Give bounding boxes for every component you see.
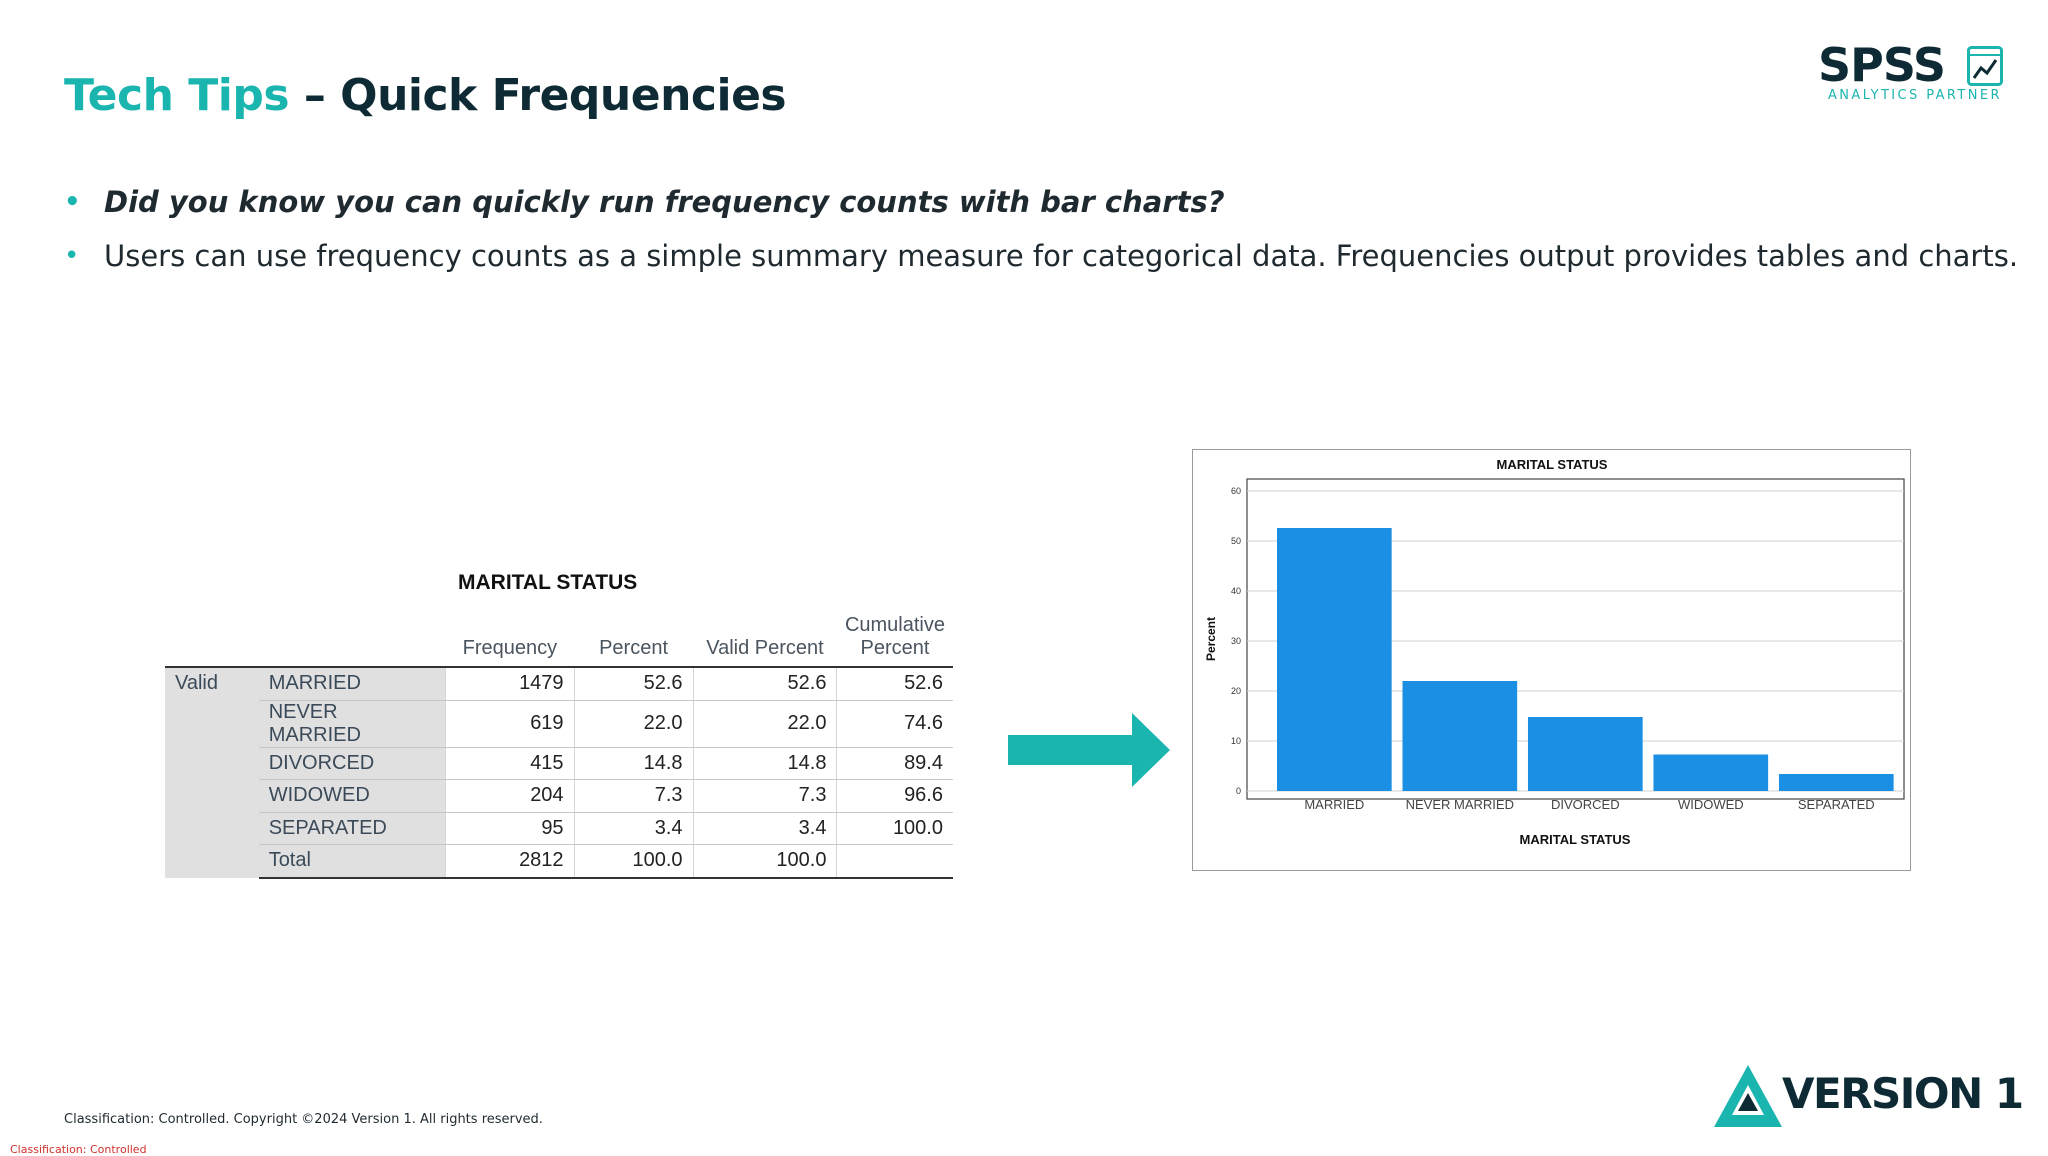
row-group-label: Valid [165, 667, 259, 878]
cell-percent: 100.0 [574, 845, 693, 878]
y-tick-label: 10 [1230, 736, 1241, 746]
table-header-cumulative-percent: Cumulative Percent [844, 614, 945, 659]
cell-cumulative-percent [837, 845, 953, 878]
bar [1779, 774, 1894, 791]
bar [1402, 681, 1517, 791]
spss-logo [1818, 40, 2004, 102]
cell-frequency: 1479 [446, 667, 574, 700]
table-row [165, 812, 953, 845]
bullet-question: • Did you know you can quickly run frequency counts with bar charts? [64, 182, 2014, 222]
row-label: WIDOWED [259, 780, 446, 813]
version1-logo [1712, 1063, 2023, 1129]
y-axis-label: Percent [1204, 616, 1218, 662]
line-chart-icon [1967, 46, 2003, 86]
row-label: MARRIED [259, 667, 446, 700]
bar [1528, 717, 1643, 791]
row-label: SEPARATED [259, 812, 446, 845]
cell-cumulative-percent: 100.0 [837, 812, 953, 845]
cell-frequency: 415 [446, 747, 574, 780]
table-header-frequency: Frequency [462, 637, 558, 659]
table-row [165, 700, 953, 747]
table-row [165, 780, 953, 813]
spss-logo-word: SPSS [1818, 38, 1946, 92]
spss-logo-tagline: ANALYTICS PARTNER [1828, 88, 2002, 103]
bar [1277, 528, 1392, 791]
x-tick-label: WIDOWED [1677, 797, 1744, 812]
row-label: DIVORCED [259, 747, 446, 780]
frequency-table [165, 606, 953, 879]
cell-valid-percent: 7.3 [693, 780, 837, 813]
table-header-percent: Percent [599, 637, 669, 659]
bar [1653, 755, 1768, 792]
cell-valid-percent: 14.8 [693, 747, 837, 780]
right-arrow-icon [1008, 713, 1170, 787]
triangle-logo-icon [1712, 1063, 1784, 1129]
cell-cumulative-percent: 96.6 [837, 780, 953, 813]
table-row [165, 747, 953, 780]
bullet-description: • Users can use frequency counts as a simple summary measure for categorical data. Frequencies output provides tables and charts. [64, 236, 2014, 276]
cell-cumulative-percent: 52.6 [837, 667, 953, 700]
cell-frequency: 204 [446, 780, 574, 813]
table-row-total [165, 845, 953, 878]
bar-chart-svg [1193, 450, 1910, 870]
classification-label: Classification: Controlled [10, 1143, 147, 1156]
x-tick-label: DIVORCED [1550, 797, 1620, 812]
y-tick-label: 50 [1230, 536, 1241, 546]
cell-valid-percent: 22.0 [693, 700, 837, 747]
cell-cumulative-percent: 89.4 [837, 747, 953, 780]
cell-percent: 22.0 [574, 700, 693, 747]
bar-chart [1192, 449, 1911, 871]
row-label: Total [259, 845, 446, 878]
cell-frequency: 619 [446, 700, 574, 747]
x-tick-label: SEPARATED [1797, 797, 1875, 812]
row-label: NEVER MARRIED [259, 700, 446, 747]
cell-percent: 7.3 [574, 780, 693, 813]
cell-frequency: 2812 [446, 845, 574, 878]
title-accent: Tech Tips [64, 70, 290, 121]
cell-percent: 14.8 [574, 747, 693, 780]
frequency-table-title: MARITAL STATUS [458, 571, 638, 594]
cell-valid-percent: 52.6 [693, 667, 837, 700]
bullet-list [64, 182, 2019, 290]
table-header-blank [259, 606, 446, 667]
cell-valid-percent: 3.4 [693, 812, 837, 845]
version1-logo-word: VERSION 1 [1782, 1069, 2023, 1118]
cell-valid-percent: 100.0 [693, 845, 837, 878]
table-header-blank [165, 606, 259, 667]
copyright-text: Classification: Controlled. Copyright ©2024 Version 1. All rights reserved. [64, 1112, 543, 1127]
cell-frequency: 95 [446, 812, 574, 845]
cell-percent: 3.4 [574, 812, 693, 845]
table-row [165, 667, 953, 700]
y-tick-label: 20 [1230, 686, 1241, 696]
x-tick-label: MARRIED [1304, 797, 1365, 812]
table-header-valid-percent: Valid Percent [706, 637, 824, 659]
title-rest: – Quick Frequencies [289, 70, 787, 121]
y-tick-label: 30 [1230, 636, 1241, 646]
x-tick-label: NEVER MARRIED [1405, 797, 1514, 812]
cell-cumulative-percent: 74.6 [837, 700, 953, 747]
y-tick-label: 0 [1235, 786, 1241, 796]
y-tick-label: 60 [1230, 486, 1241, 496]
cell-percent: 52.6 [574, 667, 693, 700]
chart-title: MARITAL STATUS [1496, 457, 1608, 472]
y-tick-label: 40 [1230, 586, 1241, 596]
x-axis-label: MARITAL STATUS [1519, 832, 1631, 847]
page-title [64, 70, 786, 121]
